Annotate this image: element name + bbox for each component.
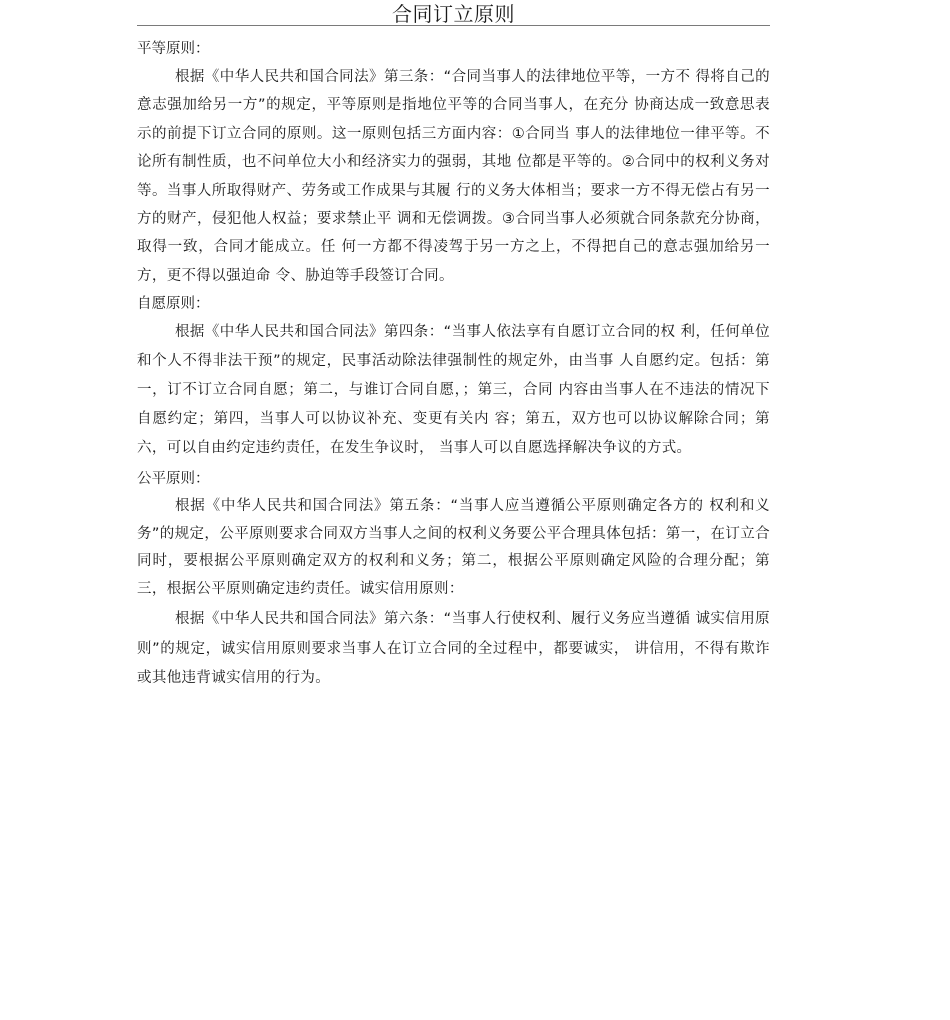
section-heading-voluntary: 自愿原则： — [137, 296, 210, 313]
section-body-voluntary: 根据《中华人民共和国合同法》第四条：“当事人依法享有自愿订立合同的权 利，任何单位和个人不得非法干预”的规定，民事活动除法律强制性的规定外，由当事 人自愿约定。包括：第一，订不订立合同自愿；第二，与谁订合同自愿，；第三，合同 内容由当事人在不违法的情况下自愿约定；第四，当事人可以协议补充、变更有关内 容；第五，双方也可以协议解除合同；第六，可以自由约定违约责任，在发生争议时， 当事人可以自愿选择解决争议的方式。 — [137, 324, 770, 457]
section-heading-fairness: 公平原则： — [137, 471, 210, 488]
section-body-fairness: 根据《中华人民共和国合同法》第五条：“当事人应当遵循公平原则确定各方的 权利和义务”的规定，公平原则要求合同双方当事人之间的权利义务要公平合理具体包括：第一，在订立合同时，要根据公平原则确定双方的权利和义务；第二，根据公平原则确定风险的合理分配；第三，根据公平原则确定违约责任。诚实信用原则： — [137, 498, 770, 597]
section-body-good-faith: 根据《中华人民共和国合同法》第六条：“当事人行使权利、履行义务应当遵循 诚实信用原则”的规定，诚实信用原则要求当事人在订立合同的全过程中，都要诚实， 讲信用，不得有欺诈或其他违背诚实信用的行为。 — [137, 611, 770, 687]
section-heading-equality: 平等原则： — [137, 41, 210, 57]
document-title: 合同订立原则 — [392, 2, 515, 26]
section-body-equality: 根据《中华人民共和国合同法》第三条：“合同当事人的法律地位平等，一方不 得将自己的意志强加给另一方”的规定，平等原则是指地位平等的合同当事人，在充分 协商达成一致意思表示的前提下订立合同的原则。这一原则包括三方面内容：①合同当 事人的法律地位一律平等。不论所有制性质，也不问单位大小和经济实力的强弱，其地 位都是平等的。②合同中的权利义务对等。当事人所取得财产、劳务或工作成果与其履 行的义务大体相当；要求一方不得无偿占有另一方的财产，侵犯他人权益；要求禁止平 调和无偿调拨。③合同当事人必须就合同条款充分协商，取得一致，合同才能成立。任 何一方都不得凌驾于另一方之上，不得把自己的意志强加给另一方，更不得以强迫命 令、胁迫等手段签订合同。 — [137, 69, 770, 284]
document-page — [137, 0, 770, 694]
